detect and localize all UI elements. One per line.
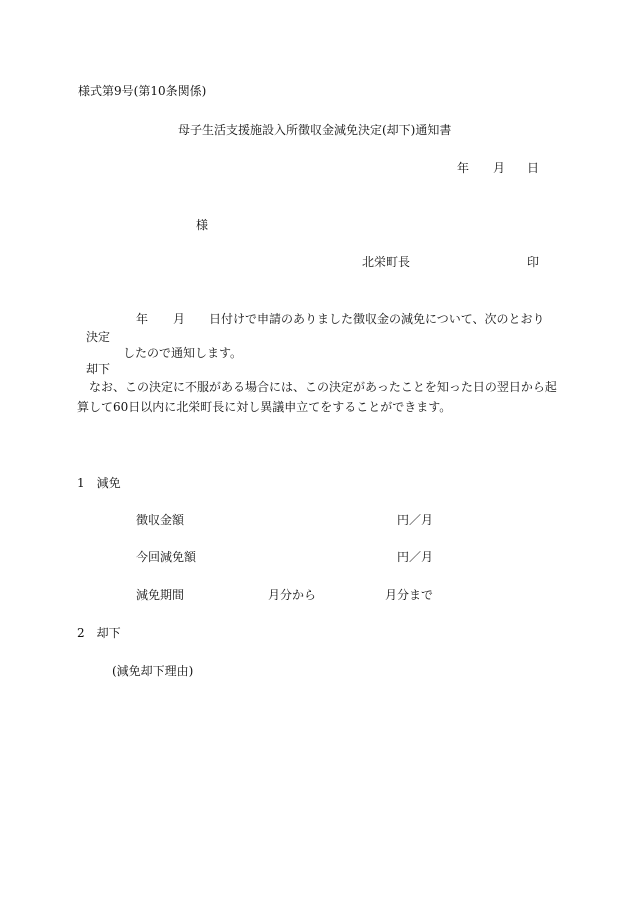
collection-amount-label: 徴収金額 xyxy=(136,513,185,527)
date-year: 年 xyxy=(457,161,470,175)
date-month: 月 xyxy=(493,161,506,175)
reduction-amount-unit: 円／月 xyxy=(397,550,434,564)
body-month: 月 xyxy=(173,312,186,326)
collection-amount-unit: 円／月 xyxy=(397,513,434,527)
objection-line-2: 算して60日以内に北栄町長に対し異議申立てをすることができます。 xyxy=(77,400,452,414)
rejection-option: 却下 xyxy=(86,362,111,376)
rejection-reason-label: (減免却下理由) xyxy=(112,664,194,678)
reduction-amount-label: 今回減免額 xyxy=(136,550,197,564)
document-title: 母子生活支援施設入所徴収金減免決定(却下)通知書 xyxy=(178,123,452,137)
form-number: 様式第9号(第10条関係) xyxy=(78,84,207,98)
section-1-heading: 1 減免 xyxy=(77,476,121,490)
reduction-period-from: 月分から xyxy=(268,588,317,602)
objection-line-1: なお、この決定に不服がある場合には、この決定があったことを知った日の翌日から起 xyxy=(89,380,557,394)
issuer-seal: 印 xyxy=(527,255,540,269)
addressee-suffix: 様 xyxy=(196,218,209,232)
reduction-period-label: 減免期間 xyxy=(136,588,185,602)
decision-option: 決定 xyxy=(86,330,111,344)
body-line1-text: 日付けで申請のありました徴収金の減免について、次のとおり xyxy=(209,312,545,326)
reduction-period-to: 月分まで xyxy=(385,588,434,602)
date-day: 日 xyxy=(527,161,540,175)
issuer-name: 北栄町長 xyxy=(362,255,411,269)
section-2-heading: 2 却下 xyxy=(77,626,121,640)
notify-text: したので通知します。 xyxy=(123,346,243,360)
body-year: 年 xyxy=(136,312,149,326)
